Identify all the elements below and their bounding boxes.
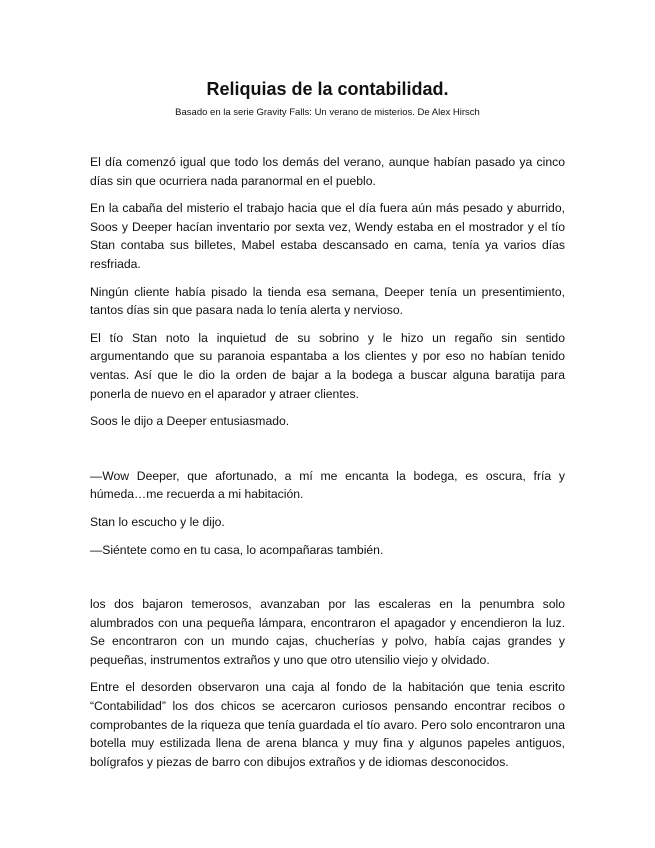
paragraph-5: Soos le dijo a Deeper entusiasmado. — [90, 414, 290, 429]
paragraph-3: Ningún cliente había pisado la tienda esa semana, Deeper tenía un presentimiento, tantos días sin que pasara nada lo tenía alerta y nervioso. — [90, 284, 565, 318]
dialogue-1: —Wow Deeper, que afortunado, a mí me encanta la bodega, es oscura, fría y húmeda…me recuerda a mi habitación. — [90, 468, 565, 502]
page-title: Reliquias de la contabilidad. — [206, 79, 449, 99]
dialogue-2: —Siéntete como en tu casa, lo acompañaras también. — [90, 542, 384, 557]
paragraph-1: El día comenzó igual que todo los demás del verano, aunque habían pasado ya cinco días sin que ocurriera nada paranormal en el pueblo. — [90, 155, 565, 188]
page-subtitle: Basado en la serie Gravity Falls: Un verano de misterios. De Alex Hirsch — [175, 107, 480, 118]
document-body — [90, 153, 565, 771]
paragraph-7: los dos bajaron temerosos, avanzaban por las escaleras en la penumbra solo alumbrados con una pequeña lámpara, encontraron el apagador y encendieron la luz. Se encontraron con un mundo cajas, chucherías y polvo, había cajas grandes y pequeñas, instrumentos extraños y uno que otro utensilio viejo y olvidado. — [90, 597, 565, 667]
paragraph-8: Entre el desorden observaron una caja al fondo de la habitación que tenia escrito “Contabilidad” los dos chicos se acercaron curiosos pensando encontrar recibos o comprobantes de la riqueza que tenía guardada el tío avaro. Pero solo encontraron una botella muy estilizada llena de arena blanca y muy fina y algunos papeles antiguos, bolígrafos y piezas de barro con dibujos extraños y de idiomas desconocidos. — [90, 680, 565, 769]
paragraph-2: En la cabaña del misterio el trabajo hacia que el día fuera aún más pesado y aburrido, Soos y Deeper hacían inventario por sexta vez, Wendy estaba en el mostrador y el tío Stan contaba sus billetes, Mabel estaba descansado en cama, tenía ya varios días resfriada. — [90, 201, 565, 271]
paragraph-6: Stan lo escucho y le dijo. — [90, 514, 225, 529]
paragraph-4: El tío Stan noto la inquietud de su sobrino y le hizo un regaño sin sentido argumentando que su paranoia espantaba a los clientes y por eso no habían tenido ventas. Así que le dio la orden de bajar a la bodega a buscar alguna baratija para ponerla de nuevo en el aparador y atraer clientes. — [90, 330, 565, 401]
